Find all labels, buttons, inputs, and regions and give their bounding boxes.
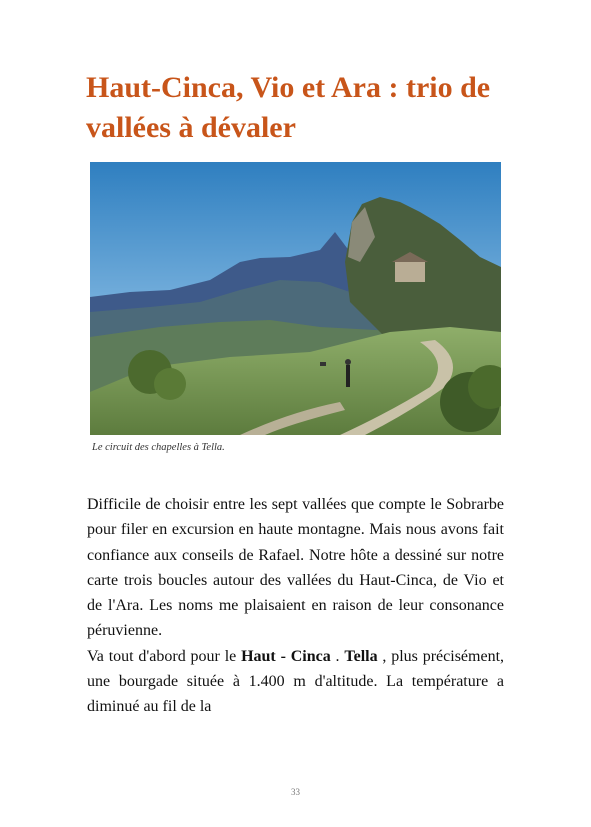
landscape-photo	[90, 162, 501, 435]
place-name-tella: Tella	[344, 647, 378, 665]
place-name-haut-cinca: Haut - Cinca	[241, 647, 331, 665]
paragraph-2-text-1: Va tout d'abord pour le	[87, 647, 242, 665]
paragraph-1: Difficile de choisir entre les sept vallées que compte le Sobrarbe pour filer en excursion en haute montagne. Mais nous avons fait confiance aux conseils de Rafael. Notre hôte a dessiné sur notre carte trois boucles autour des vallées du Haut-Cinca, de Vio et de l'Ara. Les noms me plaisaient en raison de leur consonance péruvienne.	[87, 496, 504, 640]
article-body	[87, 492, 504, 720]
paragraph-2-text-3: , plus précisément, une bourgade située à 1.400 m d'altitude. La température a diminué au fil de la	[87, 647, 505, 716]
page-number: 33	[291, 787, 300, 797]
paragraph-2-text-2: .	[330, 647, 345, 665]
paragraph-2	[87, 644, 504, 720]
photo-caption: Le circuit des chapelles à Tella.	[92, 442, 225, 453]
article-title: Haut-Cinca, Vio et Ara : trio de vallées à dévaler	[86, 71, 491, 144]
